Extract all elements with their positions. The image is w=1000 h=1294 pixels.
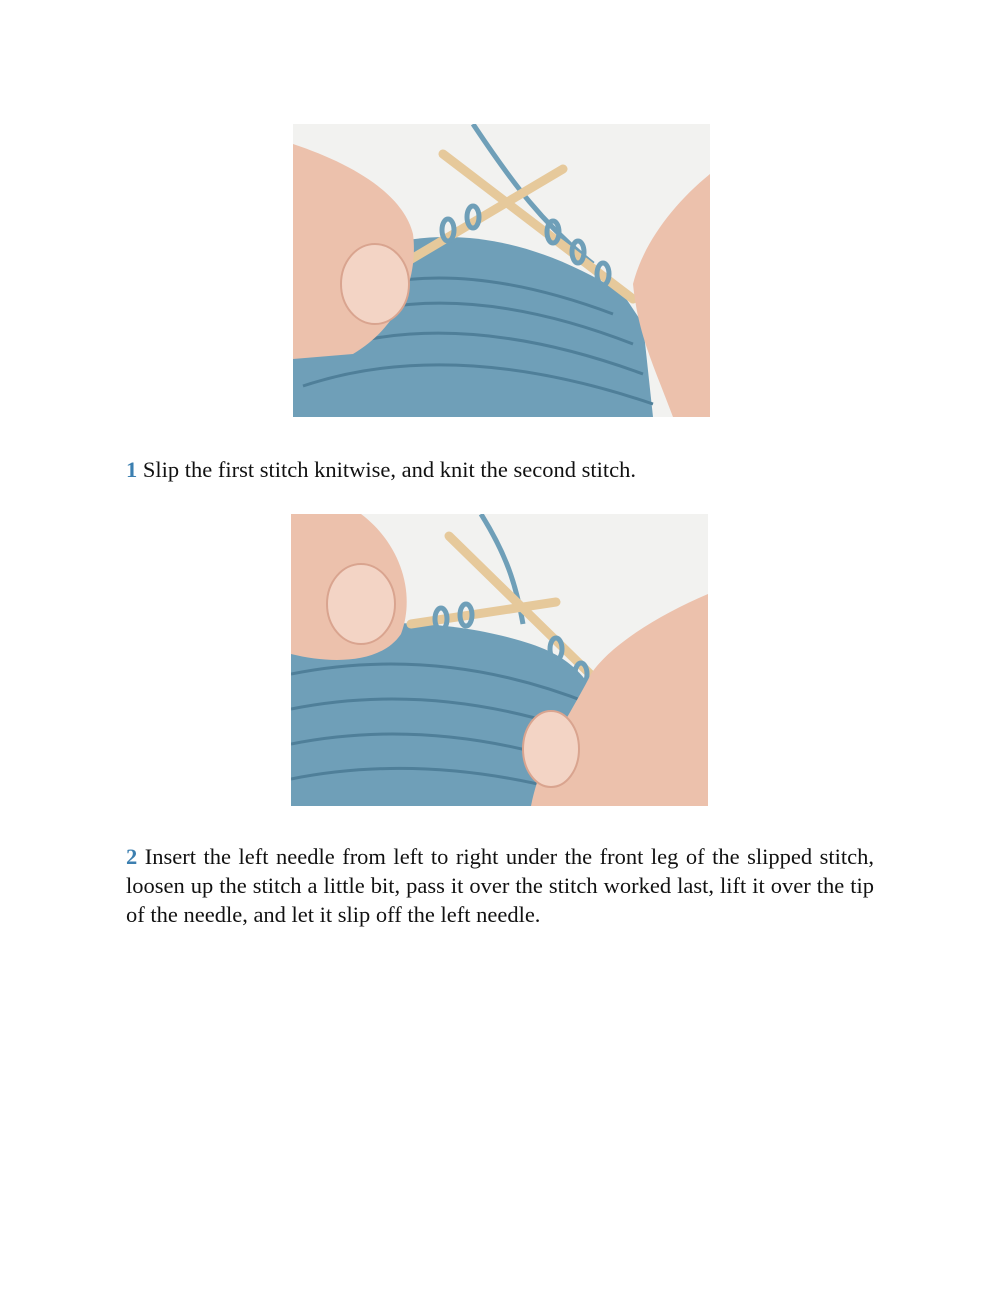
knitting-photo-step-2: [291, 514, 708, 806]
step-1-number: 1: [126, 457, 138, 482]
knitting-photo-step-1: [293, 124, 710, 417]
step-1-text: Slip the first stitch knitwise, and knit the second stitch.: [142, 457, 636, 482]
step-2-text: Insert the left needle from left to right under the front leg of the slipped stitch, loosen up the stitch a little bit, pass it over the stitch worked last, lift it over the tip of the needle, and let it slip off the left needle.: [126, 844, 875, 927]
left-thumbnail: [341, 244, 409, 324]
step-1-instruction: [126, 455, 874, 484]
right-thumbnail: [523, 711, 579, 787]
step-2-instruction: [126, 842, 874, 929]
knitting-illustration-1: [293, 124, 710, 417]
knitting-illustration-2: [291, 514, 708, 806]
step-2-number: 2: [126, 844, 138, 869]
left-thumbnail: [327, 564, 395, 644]
